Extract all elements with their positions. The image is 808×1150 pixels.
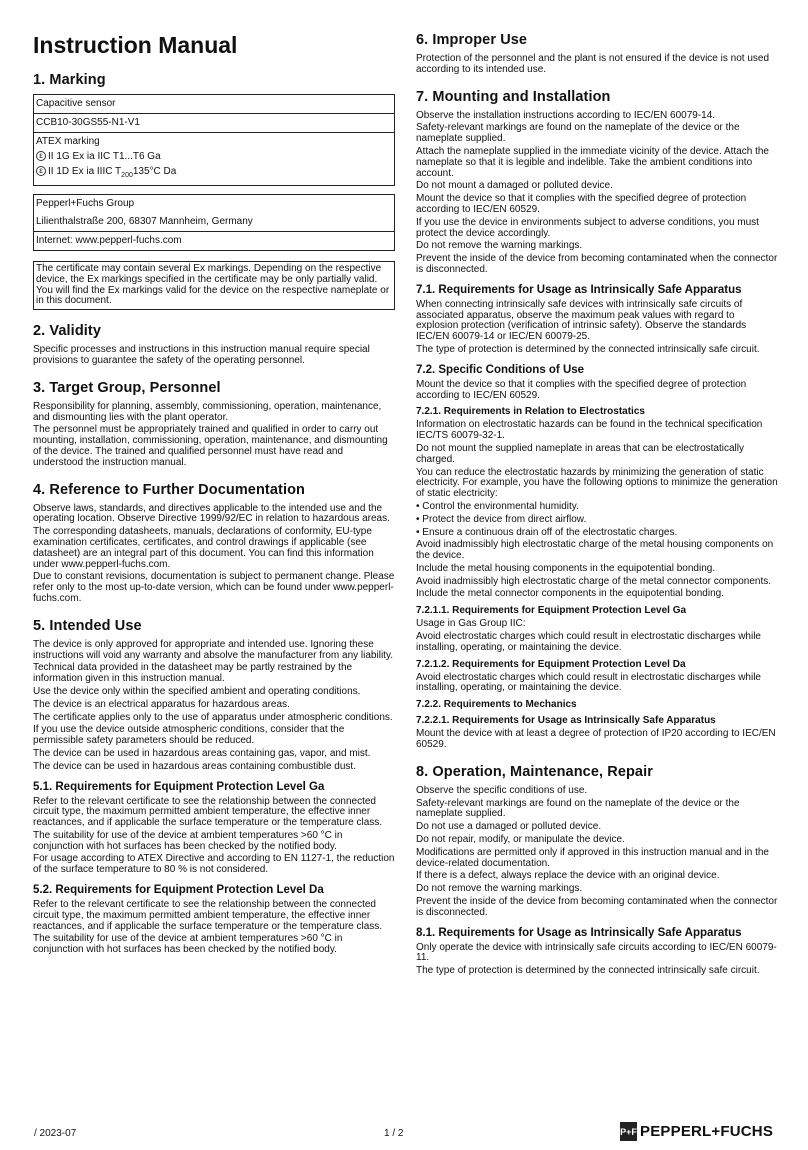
paragraph: The type of protection is determined by the connected intrinsically safe circuit. xyxy=(416,343,760,355)
paragraph: Observe the specific conditions of use. xyxy=(416,784,588,796)
paragraph: Do not mount the supplied nameplate in areas that can be electrostatically charged. xyxy=(416,442,744,465)
heading-7-2-1-1: 7.2.1.1. Requirements for Equipment Protection Level Ga xyxy=(416,605,687,617)
brand-name: PEPPERL+FUCHS xyxy=(640,1123,774,1140)
paragraph: The device can be used in hazardous areas containing gas, vapor, and mist. xyxy=(33,747,371,759)
paragraph: Do not mount a damaged or polluted device. xyxy=(416,180,613,192)
paragraph: You can reduce the electrostatic hazards by minimizing the generation of static electricity. For example, you have the following options to minimize the generation of static electricity: xyxy=(416,466,778,500)
heading-7-2-1: 7.2.1. Requirements in Relation to Electrostatics xyxy=(416,406,645,418)
paragraph: Responsibility for planning, assembly, commissioning, operation, maintenance, and dismounting lies with the plant operator. xyxy=(33,400,382,423)
paragraph: Include the metal housing components in the equipotential bonding. xyxy=(416,562,716,574)
paragraph: The device is only approved for appropriate and intended use. Ignoring these instructions will void any warranty and absolve the manufacturer from any liability. xyxy=(33,638,393,661)
paragraph: Observe the installation instructions according to IEC/EN 60079-14. xyxy=(416,109,716,121)
paragraph: The device can be used in hazardous areas containing combustible dust. xyxy=(33,760,356,772)
pf-logo-icon: P+F xyxy=(620,1122,637,1141)
manufacturer-box xyxy=(33,194,395,251)
heading-intended-use: 5. Intended Use xyxy=(33,617,142,634)
paragraph: The personnel must be appropriately trained and qualified in order to carry out mounting, installation, commissioning, operation, maintenance, and dismounting of the device. The trained and qualified personnel must have read and understood the instruction manual. xyxy=(33,424,388,468)
paragraph: Prevent the inside of the device from becoming contaminated when the connector is disconnected. xyxy=(416,253,778,275)
heading-marking: 1. Marking xyxy=(33,72,106,88)
paragraph: Technical data provided in the datasheet may be partly restrained by the information given in this instruction manual. xyxy=(33,662,353,685)
heading-further-documentation: 4. Reference to Further Documentation xyxy=(33,481,305,498)
heading-improper-use: 6. Improper Use xyxy=(416,32,528,48)
paragraph: Refer to the relevant certificate to see the relationship between the connected circuit type, the maximum permitted ambient temperature, the effective inner reactances, and if applicable the surface temperature or the temperature class. xyxy=(33,899,383,932)
paragraph: Mount the device with at least a degree of protection of IP20 according to IEC/EN 60529. xyxy=(416,728,776,751)
box-row: CCB10-30GS55-N1-V1 xyxy=(34,113,394,132)
marking-box xyxy=(33,94,395,186)
paragraph: Modifications are permitted only if approved in this instruction manual and in the device-related documentation. xyxy=(416,846,769,869)
paragraph: For usage according to ATEX Directive and according to EN 1127-1, the reduction of the surface temperature to 80 % is not considered. xyxy=(33,853,395,876)
heading-operation: 8. Operation, Maintenance, Repair xyxy=(416,763,653,780)
paragraph: When connecting intrinsically safe devices with intrinsically safe circuits of associated apparatus, observe the maximum peak values with regard to explosion protection (verification of intrinsic safety). Observe the standards IEC/EN 60079-14 or IEC/EN 60079-25. xyxy=(416,298,747,343)
paragraph: Avoid inadmissibly high electrostatic charge of the metal connector components. xyxy=(416,575,772,587)
right-column xyxy=(416,30,778,979)
heading-8-1: 8.1. Requirements for Usage as Intrinsically Safe Apparatus xyxy=(416,926,742,939)
heading-7-2-2: 7.2.2. Requirements to Mechanics xyxy=(416,699,577,711)
ex-symbol-icon: ε xyxy=(36,166,46,176)
box-row: ε II 1D Ex ia IIIC $T_{200}135^\circ C$ Da xyxy=(34,166,394,185)
brand-logo xyxy=(620,1122,773,1141)
left-column xyxy=(33,30,395,958)
heading-target-group: 3. Target Group, Personnel xyxy=(33,379,221,396)
footer-date: / 2023-07 xyxy=(34,1128,77,1139)
paragraph: The certificate applies only to the use of apparatus under atmospheric conditions. xyxy=(33,711,393,723)
paragraph: The corresponding datasheets, manuals, declarations of conformity, EU-type examination certificates, certificates, and control drawings if applicable (see datasheet) are an integral part of this document. You can find this information under www.pepperl-fuchs.com. xyxy=(33,526,374,570)
page-title: Instruction Manual xyxy=(33,32,238,58)
box-row: ATEX marking xyxy=(34,132,394,151)
paragraph: If you use the device outside atmospheric conditions, consider that the permissible safety parameters should be reduced. xyxy=(33,724,345,747)
paragraph: Mount the device so that it complies with the specified degree of protection according to IEC/EN 60529. xyxy=(416,193,747,215)
heading-5-1: 5.1. Requirements for Equipment Protection Level Ga xyxy=(33,780,325,793)
paragraph: Avoid electrostatic charges which could result in electrostatic discharges while installing, operating, or maintaining the device. xyxy=(416,671,761,694)
heading-mounting: 7. Mounting and Installation xyxy=(416,88,611,105)
heading-7-1: 7.1. Requirements for Usage as Intrinsically Safe Apparatus xyxy=(416,283,742,296)
paragraph: The suitability for use of the device at ambient temperatures >60 °C in conjunction with hot surfaces has been checked by the notified body. xyxy=(33,933,343,956)
paragraph: Due to constant revisions, documentation is subject to permanent change. Please refer only to the most up-to-date version, which can be found under www.pepperl-fuchs.com. xyxy=(33,571,395,604)
heading-7-2: 7.2. Specific Conditions of Use xyxy=(416,363,585,376)
paragraph: If you use the device in environments subject to adverse conditions, you must protect the device accordingly. xyxy=(416,216,759,239)
paragraph: The type of protection is determined by the connected intrinsically safe circuit. xyxy=(416,965,760,977)
paragraph: Do not repair, modify, or manipulate the device. xyxy=(416,834,625,846)
paragraph: Attach the nameplate supplied in the immediate vicinity of the device. Attach the nameplate so that it is legible and indelible. Take the ambient conditions into account. xyxy=(416,145,769,179)
paragraph: Prevent the inside of the device from becoming contaminated when the connector is disconnected. xyxy=(416,896,778,918)
paragraph: Information on electrostatic hazards can be found in the technical specification IEC/TS 60079-32-1. xyxy=(416,419,763,442)
list-item: • Ensure a continuous drain off of the electrostatic charges. xyxy=(416,526,678,538)
heading-7-2-2-1: 7.2.2.1. Requirements for Usage as Intrinsically Safe Apparatus xyxy=(416,715,716,727)
box-row: Capacitive sensor xyxy=(36,98,116,109)
box-row: Pepperl+Fuchs Group xyxy=(36,198,135,209)
paragraph: Protection of the personnel and the plant is not ensured if the device is not used according to its intended use. xyxy=(416,53,770,75)
paragraph: Observe laws, standards, and directives applicable to the intended use and the operating location. Observe Directive 1999/92/EC in relation to hazardous areas. xyxy=(33,502,390,525)
paragraph: Refer to the relevant certificate to see the relationship between the connected circuit type, the maximum permitted ambient temperature, the effective inner reactances, and if applicable the surface temperature or the temperature class. xyxy=(33,795,383,829)
paragraph: Safety-relevant markings are found on the nameplate of the device or the nameplate supplied. xyxy=(416,797,740,820)
heading-validity: 2. Validity xyxy=(33,323,101,340)
ex-marking-note: The certificate may contain several Ex markings. Depending on the respective device, the Ex markings specified in the certificate may be only partially valid. You will find the Ex markings valid for the device on the respective nameplate or in this document. xyxy=(33,261,395,310)
paragraph: Use the device only within the specified ambient and operating conditions. xyxy=(33,685,361,697)
paragraph: Specific processes and instructions in this instruction manual require special provisions to guarantee the safety of the operating personnel. xyxy=(33,344,370,366)
paragraph: Safety-relevant markings are found on the nameplate of the device or the nameplate supplied. xyxy=(416,122,740,145)
paragraph: Avoid inadmissibly high electrostatic charge of the metal housing components on the device. xyxy=(416,539,774,562)
list-item: • Control the environmental humidity. xyxy=(416,500,579,512)
paragraph: Do not use a damaged or polluted device. xyxy=(416,821,602,833)
heading-7-2-1-2: 7.2.1.2. Requirements for Equipment Protection Level Da xyxy=(416,658,686,670)
paragraph: Usage in Gas Group IIC: xyxy=(416,618,526,630)
paragraph: Do not remove the warning markings. xyxy=(416,240,583,252)
page-number: 1 / 2 xyxy=(384,1128,404,1139)
box-row: Lilienthalstraße 200, 68307 Mannheim, Germany xyxy=(36,216,253,227)
paragraph: Include the metal connector components in the equipotential bonding. xyxy=(416,588,724,600)
list-item: • Protect the device from direct airflow. xyxy=(416,513,587,525)
paragraph: Do not remove the warning markings. xyxy=(416,883,583,895)
box-row: Internet: www.pepperl-fuchs.com xyxy=(34,231,394,250)
paragraph: The device is an electrical apparatus for hazardous areas. xyxy=(33,698,290,710)
box-row: ε II 1G Ex ia IIC T1...T6 Ga xyxy=(34,151,394,166)
paragraph: The suitability for use of the device at ambient temperatures >60 °C in conjunction with hot surfaces has been checked by the notified body. xyxy=(33,829,343,852)
paragraph: Only operate the device with intrinsically safe circuits according to IEC/EN 60079-11. xyxy=(416,941,777,964)
paragraph: If there is a defect, always replace the device with an original device. xyxy=(416,870,720,882)
ex-symbol-icon: ε xyxy=(36,151,46,161)
paragraph: Avoid electrostatic charges which could result in electrostatic discharges while installing, operating, or maintaining the device. xyxy=(416,631,761,653)
paragraph: Mount the device so that it complies with the specified degree of protection according to IEC/EN 60529. xyxy=(416,378,747,401)
heading-5-2: 5.2. Requirements for Equipment Protection Level Da xyxy=(33,884,324,897)
